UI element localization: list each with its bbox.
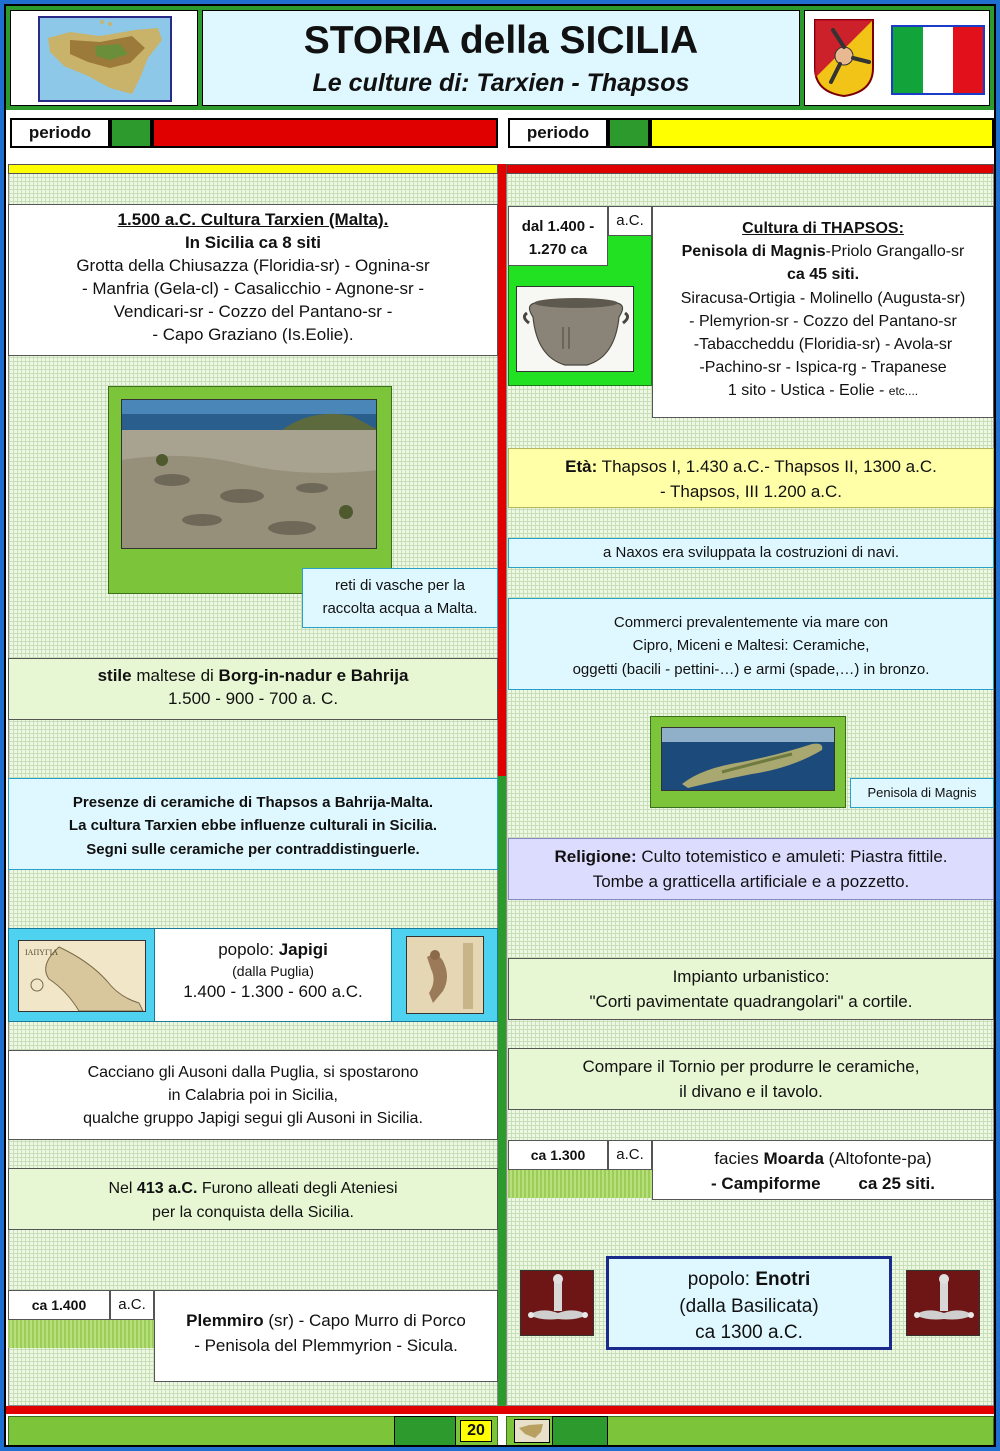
japigi-dates: 1.400 - 1.300 - 600 a.C. — [183, 981, 363, 1001]
japigi-name: Japigi — [278, 940, 328, 959]
nel413-prefix: Nel — [108, 1180, 137, 1197]
religione-box — [508, 838, 994, 900]
stile-places: Borg-in-nadur e Bahrija — [218, 666, 409, 685]
religione-line-1: Culto totemistico e amuleti: Piastra fittile. — [636, 847, 948, 866]
thapsos-box — [652, 206, 994, 418]
moarda-prefix: facies — [714, 1149, 764, 1168]
japigi-map-image — [18, 940, 146, 1012]
sicily-map-thumbnail — [10, 10, 198, 106]
plemmiro-line-2: - Penisola del Plemmyrion - Sicula. — [194, 1335, 458, 1355]
japigi-box — [154, 928, 392, 1022]
periodo-green-left — [110, 118, 152, 148]
vasche-photo-frame — [108, 386, 392, 594]
presenze-box — [8, 778, 498, 870]
tornio-box — [508, 1048, 994, 1110]
plemmiro-name: Plemmiro — [186, 1311, 264, 1330]
eta-box — [508, 448, 994, 508]
vasche-caption — [302, 568, 498, 628]
thapsos-etc: etc.... — [888, 384, 919, 399]
cacciano-line-3: qualche gruppo Japigi segui gli Ausoni in Sicilia. — [83, 1110, 423, 1128]
thapsos-location: Penisola di Magnis — [681, 243, 826, 261]
thapsos-line-6: -Tabaccheddu (Floridia-sr) - Avola-sr — [693, 335, 953, 353]
cacciano-line-2: in Calabria poi in Sicilia, — [168, 1087, 338, 1105]
nel413-box — [8, 1168, 498, 1230]
religione-line-2: Tombe a gratticella artificiale e a pozzetto. — [592, 871, 910, 891]
periodo-label-left: periodo — [10, 118, 110, 148]
footer-map-thumbnail — [514, 1419, 550, 1443]
tornio-line-1: Compare il Tornio per produrre le ceramiche, — [582, 1057, 920, 1076]
commerci-line-2: Cipro, Miceni e Maltesi: Ceramiche, — [632, 637, 870, 655]
enotri-prefix: popolo: — [687, 1269, 756, 1290]
commerci-box — [508, 598, 994, 690]
japigi-fresco-image — [406, 936, 484, 1014]
italian-flag-icon — [891, 25, 985, 95]
page-title: STORIA della SICILIA — [303, 19, 699, 62]
vasche-caption-line-1: reti di vasche per la — [334, 577, 466, 594]
tarxien-line-3: Grotta della Chiusazza (Floridia-sr) - Ognina-sr — [76, 255, 430, 275]
right-column-top-bar — [506, 164, 994, 174]
eta-label: Età: — [565, 457, 598, 476]
plemmiro-ac: a.C. — [110, 1290, 154, 1320]
stile-word: stile — [97, 666, 132, 685]
trinacria-emblem-icon — [813, 18, 875, 98]
enotri-date: ca 1300 a.C. — [695, 1322, 803, 1344]
thapsos-line-8: 1 sito - Ustica - Eolie - — [727, 382, 889, 400]
svg-text:ΙΑΠΥΓΙΑ: ΙΑΠΥΓΙΑ — [25, 948, 59, 957]
tornio-line-2: il divano e il tavolo. — [679, 1081, 823, 1101]
plemmiro-box — [154, 1290, 498, 1382]
magnis-caption: Penisola di Magnis — [850, 778, 994, 808]
thapsos-date-box — [508, 206, 608, 266]
presenze-line-3: Segni sulle ceramiche per contraddistinguerle. — [86, 840, 420, 858]
stile-text: maltese di — [131, 666, 219, 685]
magnis-photo — [661, 727, 835, 791]
periodo-bar-left-red — [152, 118, 498, 148]
impianto-line-1: Impianto urbanistico: — [672, 967, 830, 986]
enotri-box — [606, 1256, 892, 1350]
magnis-photo-frame — [650, 716, 846, 808]
commerci-line-3: oggetti (bacili - pettini-…) e armi (spade,…) in bronzo. — [572, 660, 930, 678]
enotri-statue-left-image — [520, 1270, 594, 1336]
moarda-ac: a.C. — [608, 1140, 652, 1170]
stile-dates: 1.500 - 900 - 700 a. C. — [167, 688, 339, 708]
nel413-year: 413 a.C. — [136, 1180, 198, 1197]
footer-green-right — [552, 1416, 608, 1446]
commerci-line-1: Commerci prevalentemente via mare con — [613, 614, 889, 631]
page-subtitle: Le culture di: Tarxien - Thapsos — [312, 69, 690, 97]
plemmiro-date: ca 1.400 — [8, 1290, 110, 1320]
thapsos-ac: a.C. — [608, 206, 652, 236]
title-panel — [202, 10, 800, 106]
left-column-top-bar — [8, 164, 498, 174]
vasche-caption-line-2: raccolta acqua a Malta. — [322, 599, 478, 617]
tarxien-line-5: Vendicari-sr - Cozzo del Pantano-sr - — [113, 301, 393, 321]
moarda-place: (Altofonte-pa) — [823, 1149, 932, 1168]
thapsos-date-line-1: dal 1.400 - — [521, 218, 595, 235]
center-divider-red — [498, 164, 506, 776]
enotri-origin: (dalla Basilicata) — [679, 1295, 819, 1317]
thapsos-line-7: -Pachino-sr - Ispica-rg - Trapanese — [699, 359, 947, 377]
thapsos-line-4: Siracusa-Ortigia - Molinello (Augusta-sr) — [680, 289, 966, 307]
thapsos-vase-image — [516, 286, 634, 372]
periodo-label-right: periodo — [508, 118, 608, 148]
nel413-text: Furono alleati degli Ateniesi — [197, 1180, 398, 1197]
thapsos-date-line-2: 1.270 ca — [528, 241, 588, 259]
page-number: 20 — [460, 1420, 492, 1442]
religione-label: Religione: — [554, 847, 637, 866]
eta-line-2: - Thapsos, III 1.200 a.C. — [659, 481, 843, 501]
moarda-box — [652, 1140, 994, 1200]
eta-line-1: Thapsos I, 1.430 a.C.- Thapsos II, 1300 a.C. — [597, 457, 937, 476]
moarda-name: Moarda — [763, 1149, 824, 1168]
tarxien-line-4: - Manfria (Gela-cl) - Casalicchio - Agnone-sr - — [82, 278, 424, 298]
footer-green-left — [394, 1416, 456, 1446]
thapsos-sites-count: ca 45 siti. — [786, 266, 860, 284]
enotri-name: Enotri — [755, 1269, 811, 1290]
moarda-line-2: - Campiforme ca 25 siti. — [711, 1173, 935, 1193]
naxos-box: a Naxos era sviluppata la costruzioni di navi. — [508, 538, 994, 568]
thapsos-heading: Cultura di THAPSOS: — [742, 220, 904, 237]
center-divider-green — [498, 776, 506, 1406]
nel413-line-2: per la conquista della Sicilia. — [152, 1204, 354, 1221]
moarda-date-underbar — [508, 1170, 652, 1198]
vasche-photo — [121, 399, 377, 549]
cacciano-line-1: Cacciano gli Ausoni dalla Puglia, si spostarono — [87, 1064, 419, 1081]
page — [4, 4, 996, 1447]
impianto-line-2: "Corti pavimentate quadrangolari" a cortile. — [589, 991, 913, 1011]
japigi-prefix: popolo: — [218, 940, 279, 959]
thapsos-location-rest: -Priolo Grangallo-sr — [825, 243, 965, 261]
plemmiro-line-1: (sr) - Capo Murro di Porco — [263, 1311, 466, 1330]
periodo-bar-right-yellow — [650, 118, 994, 148]
tarxien-line-6: - Capo Graziano (Is.Eolie). — [152, 324, 354, 344]
cacciano-box — [8, 1050, 498, 1140]
japigi-origin: (dalla Puglia) — [232, 962, 314, 979]
emblems-panel — [804, 10, 990, 106]
impianto-box — [508, 958, 994, 1020]
tarxien-sites-count: In Sicilia ca 8 siti — [184, 232, 322, 252]
plemmiro-date-underbar — [8, 1320, 154, 1348]
periodo-green-right — [608, 118, 650, 148]
moarda-date: ca 1.300 — [508, 1140, 608, 1170]
thapsos-line-5: - Plemyrion-sr - Cozzo del Pantano-sr — [689, 312, 957, 330]
tarxien-heading: 1.500 a.C. Cultura Tarxien (Malta). — [117, 210, 389, 229]
enotri-statue-right-image — [906, 1270, 980, 1336]
tarxien-box — [8, 204, 498, 356]
presenze-line-2: La cultura Tarxien ebbe influenze culturali in Sicilia. — [68, 817, 438, 835]
stile-box — [8, 658, 498, 720]
footer-red-line — [6, 1406, 994, 1414]
presenze-line-1: Presenze di ceramiche di Thapsos a Bahrija-Malta. — [72, 794, 434, 811]
